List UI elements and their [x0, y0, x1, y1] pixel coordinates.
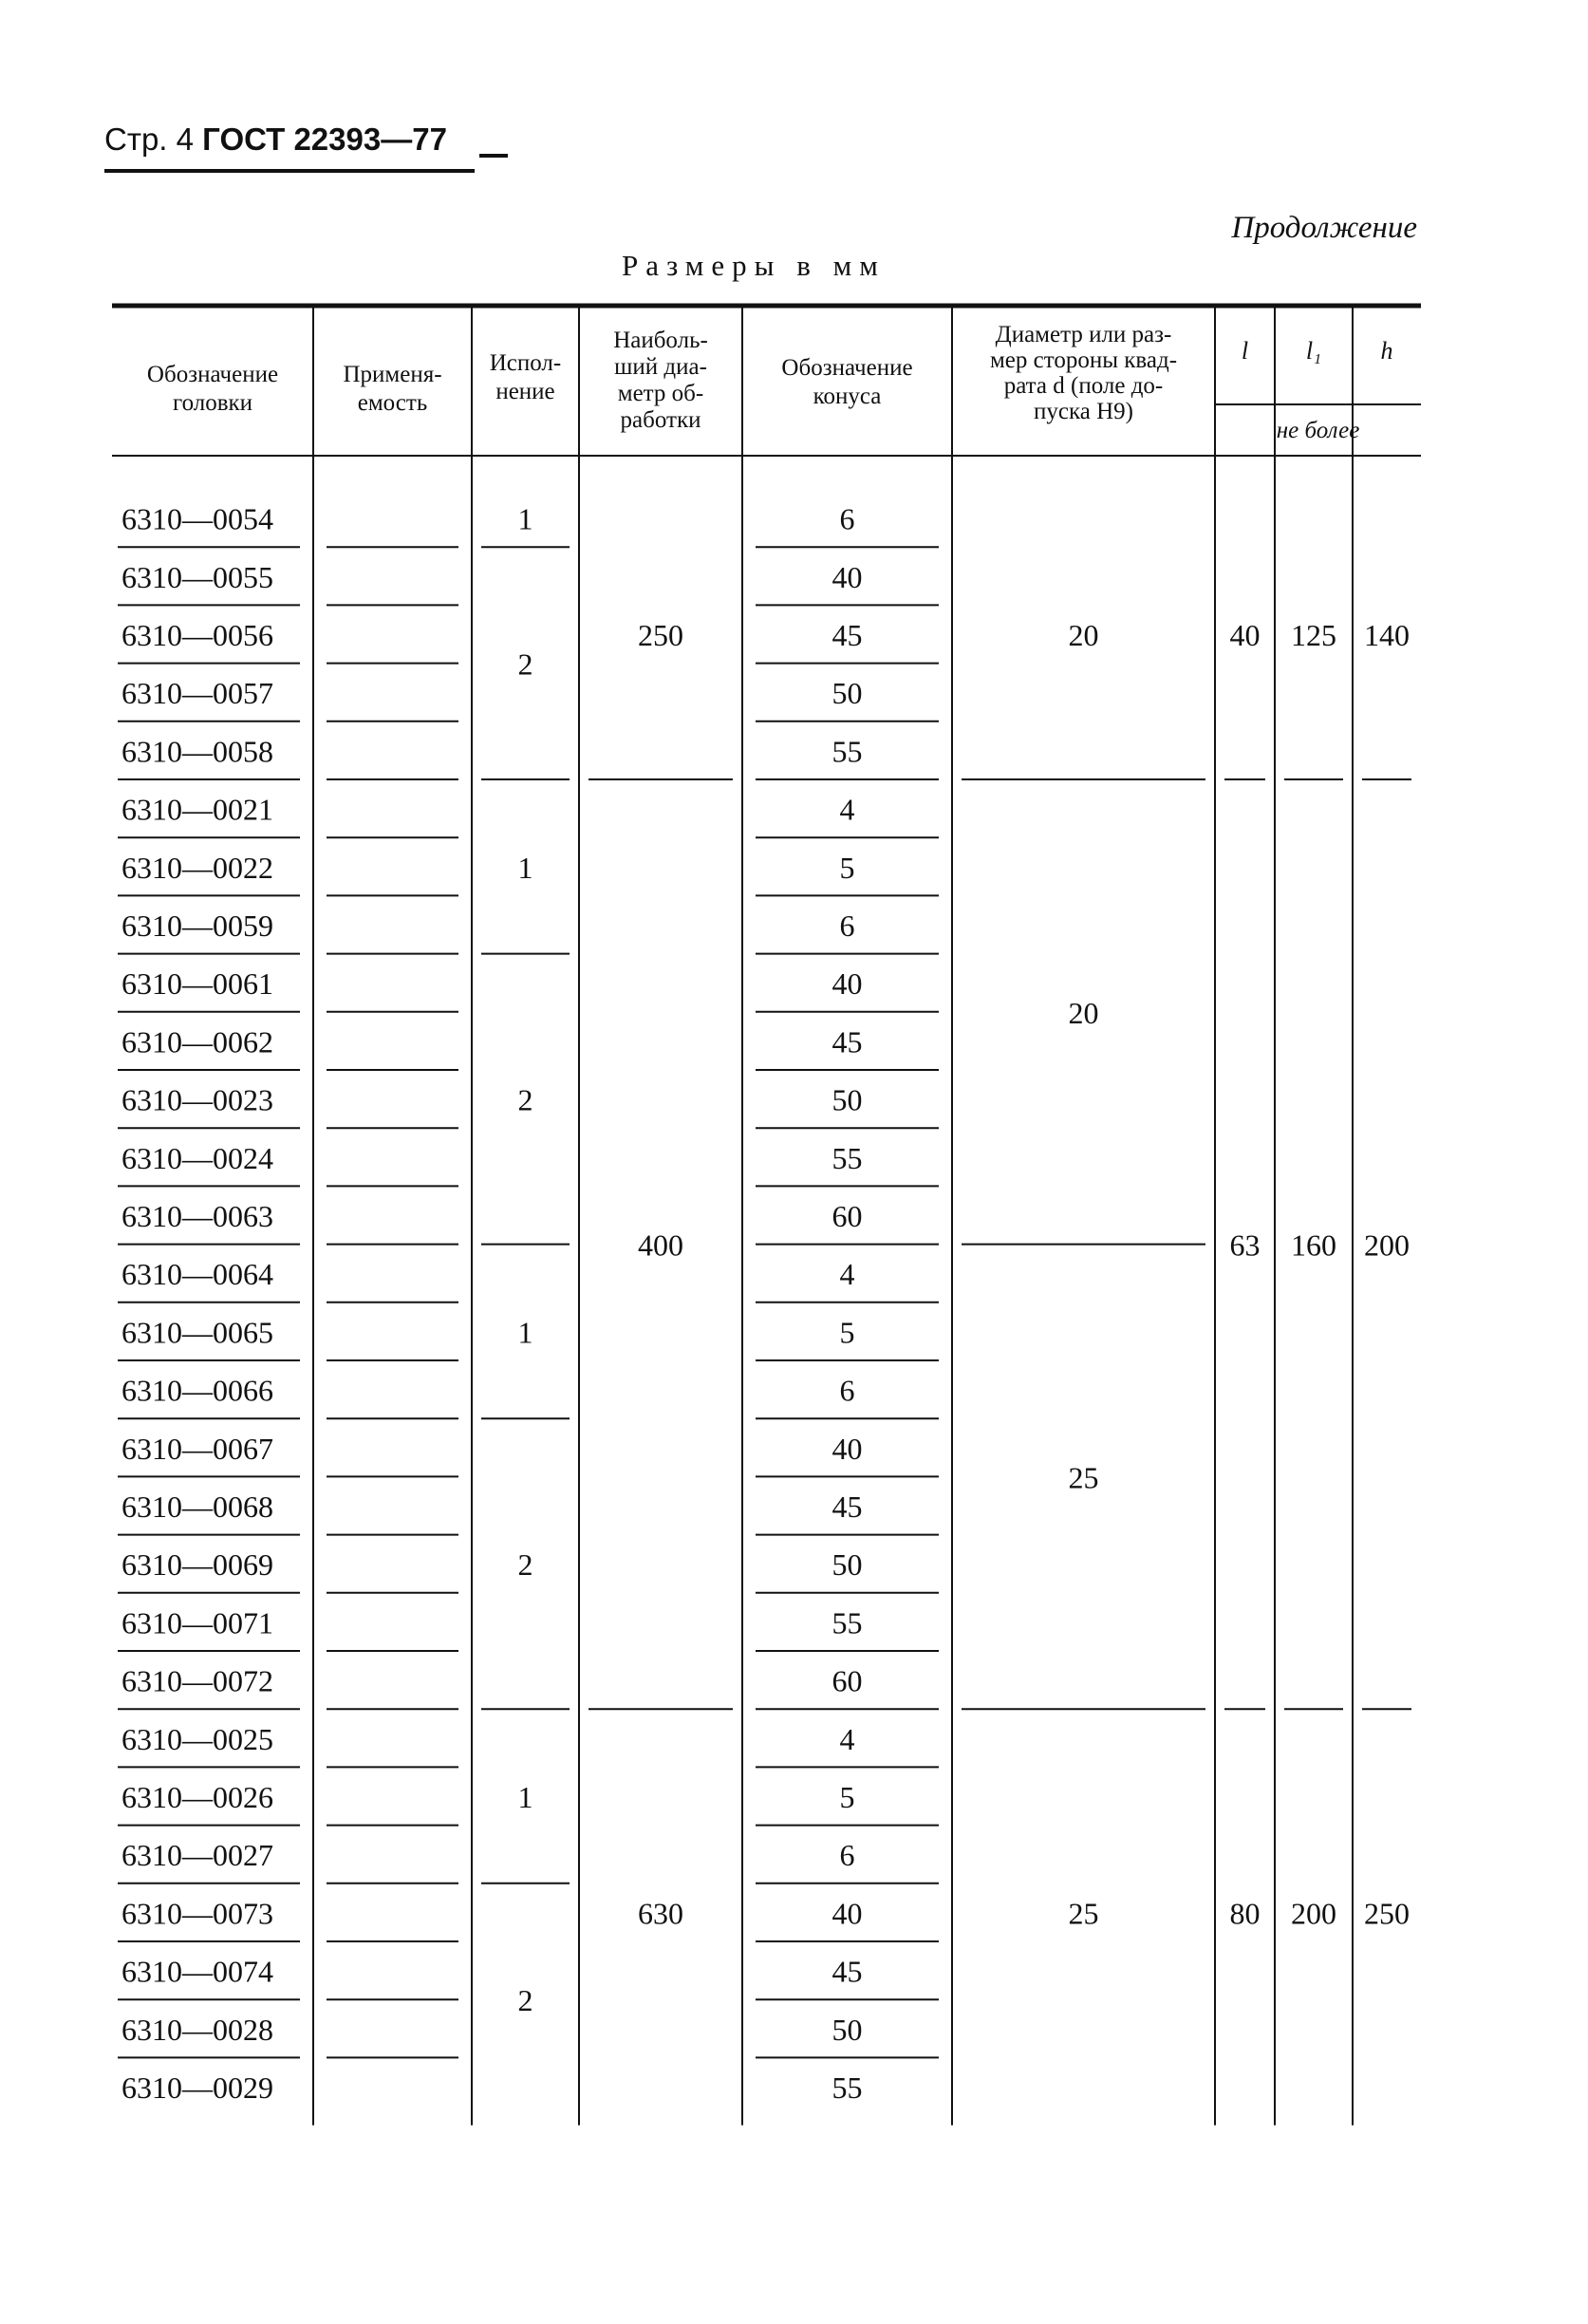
max-diameter-cell: 250 — [638, 618, 683, 652]
header-square: рата d (поле до- — [1003, 373, 1164, 399]
header-applicability: емость — [357, 390, 428, 416]
designation-cell: 6310—0071 — [121, 1605, 273, 1640]
header-max-diameter: Наиболь- — [613, 328, 708, 353]
designation-cell: 6310—0066 — [121, 1373, 273, 1408]
designation-cell: 6310—0064 — [121, 1257, 273, 1292]
cone-cell: 40 — [831, 966, 863, 1002]
cone-cell: 50 — [831, 2012, 863, 2047]
header-square: мер стороны квад- — [989, 347, 1178, 373]
designation-cell: 6310—0061 — [121, 966, 273, 1002]
cone-cell: 4 — [839, 1257, 855, 1292]
cone-cell: 55 — [831, 1605, 863, 1640]
cone-cell: 5 — [839, 1780, 855, 1814]
header-version: нение — [495, 379, 555, 404]
version-cell: 1 — [517, 1315, 533, 1350]
l1-cell: 125 — [1291, 618, 1336, 652]
h-cell: 140 — [1364, 618, 1410, 652]
max-diameter-cell: 400 — [638, 1228, 683, 1263]
designation-cell: 6310—0027 — [121, 1838, 273, 1873]
page-label: Стр. 4 — [104, 122, 194, 157]
designation-cell: 6310—0024 — [121, 1140, 273, 1175]
header-not-more: не более — [1276, 418, 1360, 443]
standard-number: ГОСТ 22393—77 — [202, 122, 447, 157]
header-square: пуска H9) — [1034, 399, 1133, 424]
header-cone: Обозначение — [781, 355, 913, 381]
header-max-diameter: метр об- — [617, 381, 704, 406]
designation-cell: 6310—0026 — [121, 1780, 273, 1814]
designation-cell: 6310—0067 — [121, 1431, 273, 1466]
cone-cell: 55 — [831, 1140, 863, 1175]
cone-cell: 6 — [839, 501, 855, 536]
header-l1: l₁ — [1305, 337, 1322, 365]
max-diameter-cell: 630 — [638, 1896, 683, 1931]
l1-cell: 200 — [1291, 1896, 1336, 1931]
square-cell: 25 — [1068, 1460, 1099, 1495]
designation-cell: 6310—0021 — [121, 792, 273, 827]
version-cell: 1 — [517, 850, 533, 885]
h-cell: 200 — [1364, 1228, 1410, 1263]
h-cell: 250 — [1364, 1896, 1410, 1931]
designation-cell: 6310—0065 — [121, 1315, 273, 1350]
header-designation: головки — [172, 390, 253, 416]
designation-cell: 6310—0069 — [121, 1547, 273, 1583]
header-h: h — [1380, 337, 1393, 365]
header-l: l — [1241, 337, 1249, 365]
designation-cell: 6310—0074 — [121, 1954, 273, 1989]
square-cell: 20 — [1068, 995, 1099, 1030]
continuation-label: Продолжение — [1231, 211, 1417, 245]
cone-cell: 50 — [831, 1082, 863, 1117]
cone-cell: 40 — [831, 559, 863, 594]
designation-cell: 6310—0062 — [121, 1024, 273, 1059]
cone-cell: 5 — [839, 850, 855, 885]
units-caption: Размеры в мм — [622, 249, 886, 282]
designation-cell: 6310—0073 — [121, 1896, 273, 1931]
designation-cell: 6310—0025 — [121, 1721, 273, 1756]
square-cell: 25 — [1068, 1896, 1099, 1931]
l-cell: 40 — [1229, 618, 1261, 652]
header-applicability: Применя- — [343, 362, 442, 387]
header-rule-tail — [479, 154, 508, 158]
l-cell: 63 — [1229, 1228, 1261, 1263]
cone-cell: 6 — [839, 1838, 855, 1873]
designation-cell: 6310—0028 — [121, 2012, 273, 2047]
header-max-diameter: ший диа- — [614, 354, 707, 380]
designation-cell: 6310—0072 — [121, 1663, 273, 1698]
cone-cell: 6 — [839, 1373, 855, 1408]
cone-cell: 4 — [839, 792, 855, 827]
square-cell: 20 — [1068, 618, 1099, 652]
header-designation: Обозначение — [146, 362, 279, 387]
version-cell: 1 — [517, 501, 533, 536]
cone-cell: 55 — [831, 2071, 863, 2105]
cone-cell: 5 — [839, 1315, 855, 1350]
cone-cell: 45 — [831, 618, 863, 652]
header-cone: конуса — [813, 384, 882, 409]
cone-cell: 45 — [831, 1490, 863, 1524]
cone-cell: 50 — [831, 1547, 863, 1583]
cone-cell: 60 — [831, 1663, 863, 1698]
designation-cell: 6310—0022 — [121, 850, 273, 885]
cone-cell: 40 — [831, 1431, 863, 1466]
header-version: Испол- — [489, 350, 562, 376]
cone-cell: 45 — [831, 1954, 863, 1989]
version-cell: 2 — [517, 1983, 533, 2018]
cone-cell: 55 — [831, 734, 863, 769]
cone-cell: 6 — [839, 909, 855, 943]
designation-cell: 6310—0023 — [121, 1082, 273, 1117]
header-rule — [104, 169, 475, 173]
version-cell: 2 — [517, 647, 533, 682]
l1-cell: 160 — [1291, 1228, 1336, 1263]
cone-cell: 45 — [831, 1024, 863, 1059]
designation-cell: 6310—0054 — [121, 501, 273, 536]
cone-cell: 4 — [839, 1721, 855, 1756]
designation-cell: 6310—0029 — [121, 2071, 273, 2105]
cone-cell: 40 — [831, 1896, 863, 1931]
designation-cell: 6310—0059 — [121, 909, 273, 943]
page-header — [104, 122, 447, 158]
designation-cell: 6310—0063 — [121, 1199, 273, 1233]
table-header — [147, 322, 1393, 443]
designation-cell: 6310—0056 — [121, 618, 273, 652]
header-max-diameter: работки — [620, 407, 701, 433]
designation-cell: 6310—0058 — [121, 734, 273, 769]
designation-cell: 6310—0057 — [121, 676, 273, 711]
version-cell: 2 — [517, 1082, 533, 1117]
cone-cell: 50 — [831, 676, 863, 711]
cone-cell: 60 — [831, 1199, 863, 1233]
version-cell: 2 — [517, 1547, 533, 1583]
designation-cell: 6310—0068 — [121, 1490, 273, 1524]
l-cell: 80 — [1229, 1896, 1261, 1931]
header-square: Диаметр или раз- — [995, 322, 1172, 347]
designation-cell: 6310—0055 — [121, 559, 273, 594]
version-cell: 1 — [517, 1780, 533, 1814]
